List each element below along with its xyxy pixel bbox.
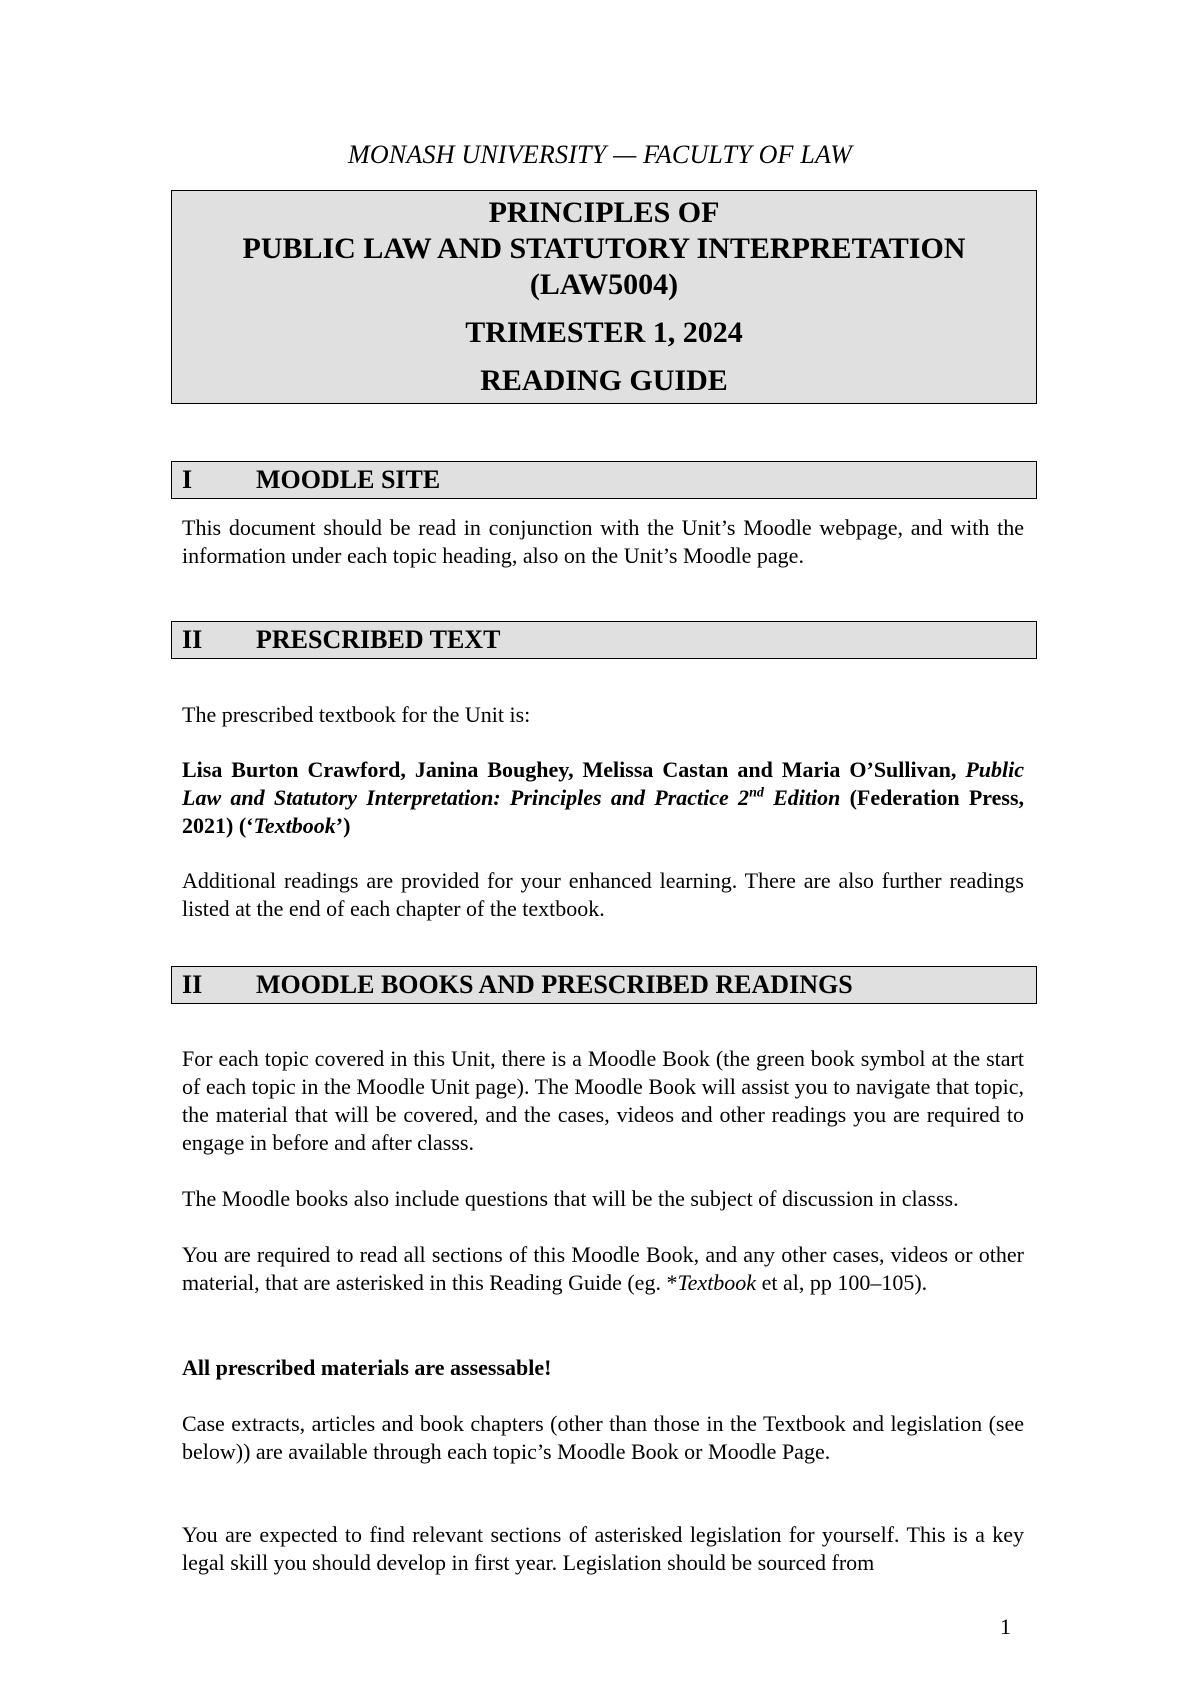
section-number: II <box>182 625 203 654</box>
textbook-citation <box>182 756 1024 840</box>
section-number: I <box>182 465 193 494</box>
section-number: II <box>182 970 203 999</box>
edition-superscript: nd <box>749 785 764 801</box>
textbook-short-name: Textbook <box>253 813 336 838</box>
institution-header: MONASH UNIVERSITY — FACULTY OF LAW <box>348 140 852 169</box>
page-number: 1 <box>1000 1614 1011 1639</box>
publisher-close: ’) <box>335 813 351 838</box>
assessable-notice: All prescribed materials are assessable! <box>182 1355 552 1380</box>
moodle-books-paragraph-5: Case extracts, articles and book chapters (other than those in the Textbook and legislation (see below)) are available through each topic’s Moodle Book or Moodle Page. <box>182 1411 1024 1464</box>
moodle-site-paragraph: This document should be read in conjunction with the Unit’s Moodle webpage, and with the information under each topic heading, also on the Unit’s Moodle page. <box>182 515 1024 568</box>
document-type: READING GUIDE <box>480 364 728 397</box>
moodle-books-paragraph-6: You are expected to find relevant sections of asterisked legislation for yourself. This is a key legal skill you should develop in first year. Legislation should be sourced from <box>182 1522 1024 1575</box>
para3-textbook: Textbook <box>677 1270 757 1295</box>
section-heading-moodle-site <box>171 461 1037 499</box>
section-title: MOODLE BOOKS AND PRESCRIBED READINGS <box>256 970 853 999</box>
para3-text-b: et al, pp 100–105). <box>756 1270 928 1295</box>
section-title: MOODLE SITE <box>256 465 441 494</box>
moodle-books-paragraph-1: For each topic covered in this Unit, there is a Moodle Book (the green book symbol at the start of each topic in the Moodle Unit page). The Moodle Book will assist you to navigate that topic, the material that will be covered, and the cases, videos and other readings you are required to engage in before and after classs. <box>182 1046 1024 1155</box>
prescribed-text-intro: The prescribed textbook for the Unit is: <box>182 702 531 727</box>
edition-word: Edition <box>773 785 841 810</box>
textbook-title: Public Law and Statutory Interpretation: Principles and Practice 2 <box>182 757 1024 810</box>
publisher-open: (Federation Press, 2021) (‘ <box>182 785 1025 838</box>
section-heading-moodle-books <box>171 966 1037 1004</box>
additional-readings-paragraph: Additional readings are provided for your enhanced learning. There are also further readings listed at the end of each chapter of the textbook. <box>182 868 1024 921</box>
moodle-books-paragraph-3 <box>182 1241 1024 1297</box>
unit-code: (LAW5004) <box>529 268 679 301</box>
moodle-books-paragraph-2: The Moodle books also include questions that will be the subject of discussion in classs. <box>182 1186 959 1211</box>
title-box <box>171 190 1037 404</box>
title-line-1: PRINCIPLES OF <box>488 196 720 229</box>
title-line-2: PUBLIC LAW AND STATUTORY INTERPRETATION <box>242 232 966 265</box>
para3-text-a: You are required to read all sections of this Moodle Book, and any other cases, videos or other material, that are asterisked in this Reading Guide (eg. * <box>182 1242 1024 1295</box>
section-title: PRESCRIBED TEXT <box>256 625 501 654</box>
section-heading-prescribed-text <box>171 621 1037 659</box>
textbook-authors: Lisa Burton Crawford, Janina Boughey, Melissa Castan and Maria O’Sullivan, <box>182 757 957 782</box>
trimester: TRIMESTER 1, 2024 <box>465 316 743 349</box>
